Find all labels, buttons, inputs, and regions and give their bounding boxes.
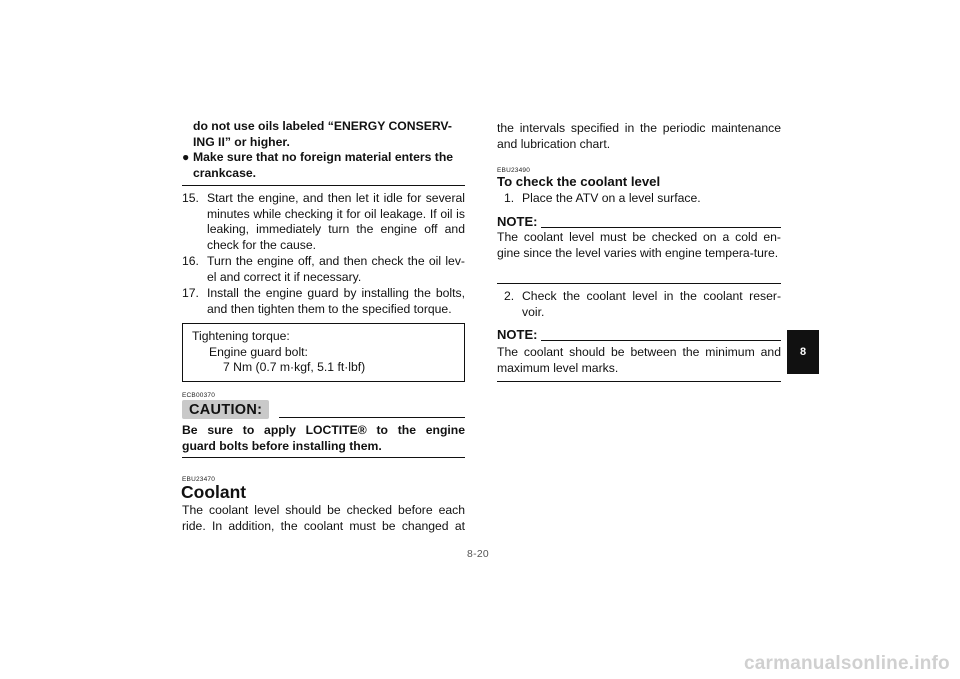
note1-text: The coolant level must be checked on a cold en-gine since the level varies with engine tempera-ture. (497, 230, 781, 260)
continuation-paragraph: the intervals specified in the periodic maintenance and lubrication chart. (497, 121, 781, 151)
torque-value: 7 Nm (0.7 m·kgf, 5.1 ft·lbf) (223, 360, 366, 375)
step-16: 16. Turn the engine off, and then check the oil lev-el and correct it if necessary. (182, 254, 465, 284)
page-number: 8-20 (467, 549, 489, 560)
chapter-tab: 8 (787, 330, 819, 374)
check-step-1: 1. Place the ATV on a level surface. (504, 191, 701, 205)
note2-text: The coolant should be between the minimum and maximum level marks. (497, 345, 781, 375)
note-label-1: NOTE: (497, 214, 538, 229)
torque-spec-box (182, 323, 465, 382)
caution-code: ECB00370 (182, 392, 216, 399)
coolant-paragraph: The coolant level should be checked before each ride. In addition, the coolant must be changed at (182, 503, 465, 533)
caution-head-rule (279, 417, 465, 418)
torque-item: Engine guard bolt: (209, 344, 308, 359)
note1-head-rule (541, 227, 781, 228)
check-code: EBU23490 (497, 167, 531, 174)
note-label-2: NOTE: (497, 327, 538, 342)
note2-head-rule (541, 340, 781, 341)
bullet-marker: ● (182, 150, 190, 164)
caution-text: Be sure to apply LOCTITE® to the engine guard bolts before installing them. (182, 423, 465, 453)
bullet-continuation: do not use oils labeled “ENERGY CONSERV- ING II” or higher. (193, 119, 452, 149)
check-step-2: 2. Check the coolant level in the coolant reser-voir. (504, 289, 781, 319)
step-15: 15. Start the engine, and then let it idle for several minutes while checking it for oil leakage. If oil is leaking, immediately turn the engine off and check for the cause. (182, 191, 465, 252)
torque-title: Tightening torque: (192, 329, 290, 343)
watermark: carmanualsonline.info (744, 653, 950, 674)
bullet-item: Make sure that no foreign material enters the crankcase. (193, 150, 454, 180)
step-17: 17. Install the engine guard by installing the bolts, and then tighten them to the specified torque. (182, 286, 465, 316)
coolant-code: EBU23470 (182, 476, 216, 483)
coolant-heading: Coolant (181, 482, 247, 502)
check-heading: To check the coolant level (497, 174, 661, 189)
caution-end-rule (182, 457, 465, 458)
warning-end-rule (182, 185, 465, 186)
caution-label: CAUTION: (182, 400, 269, 419)
note1-end-rule (497, 283, 781, 284)
note2-end-rule (497, 381, 781, 382)
